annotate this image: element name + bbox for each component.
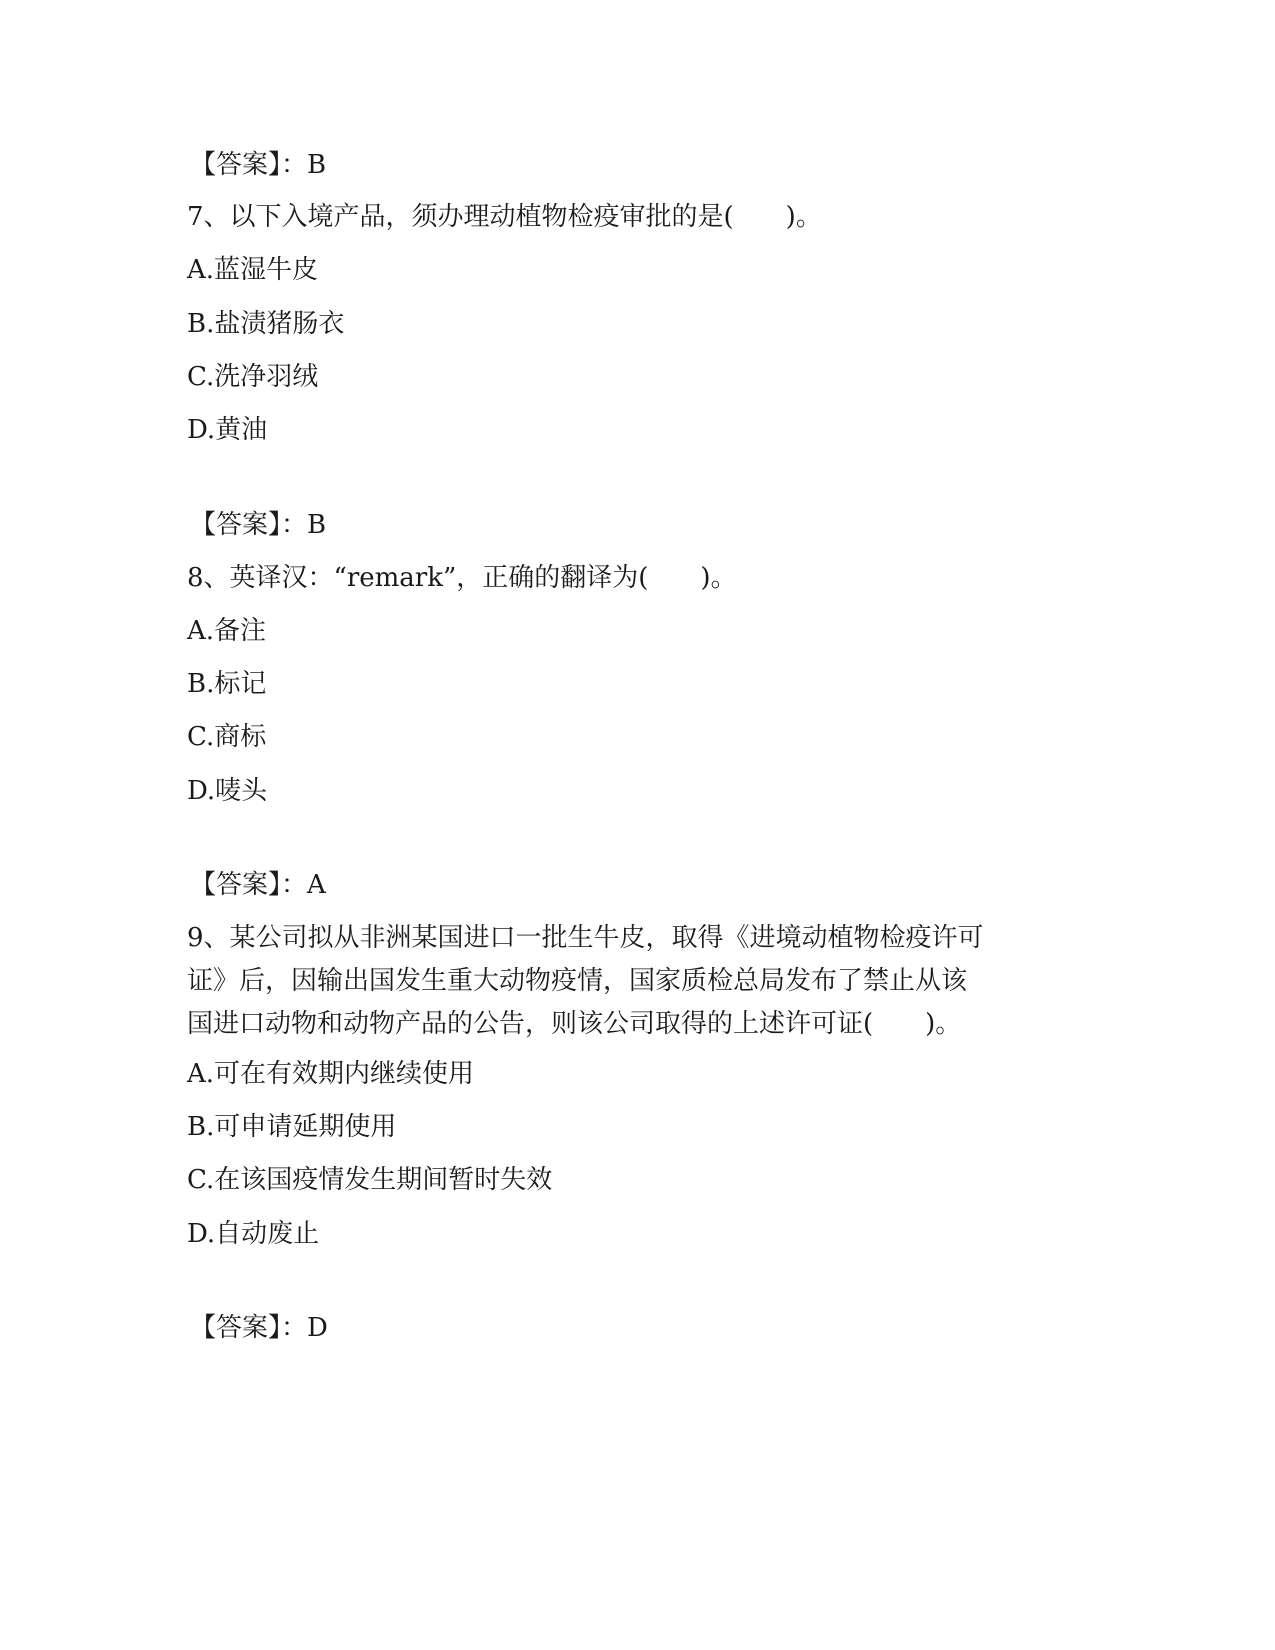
question-9-option-c: C.在该国疫情发生期间暂时失效	[187, 1165, 553, 1195]
question-7-option-c: C.洗净羽绒	[187, 362, 319, 392]
question-9-stem-line-1: 9、某公司拟从非洲某国进口一批生牛皮，取得《进境动植物检疫许可	[187, 923, 984, 953]
question-8-option-c: C.商标	[187, 722, 267, 752]
question-7-option-a: A.蓝湿牛皮	[187, 255, 319, 285]
question-8-answer: 【答案】：A	[190, 870, 326, 900]
question-8-option-d: D.唛头	[187, 776, 268, 806]
question-8-stem: 8、英译汉：“remark”，正确的翻译为( )。	[187, 563, 737, 593]
question-9-answer: 【答案】：D	[190, 1313, 328, 1343]
question-8-option-a: A.备注	[187, 616, 267, 646]
question-7-stem: 7、以下入境产品，须办理动植物检疫审批的是( )。	[187, 202, 822, 232]
question-7-answer: 【答案】：B	[190, 510, 327, 540]
question-9-stem-line-2: 证》后，因输出国发生重大动物疫情，国家质检总局发布了禁止从该	[187, 966, 968, 996]
question-9-stem-line-3: 国进口动物和动物产品的公告，则该公司取得的上述许可证( )。	[187, 1009, 962, 1039]
question-9-option-d: D.自动废止	[187, 1219, 320, 1249]
question-7-option-b: B.盐渍猪肠衣	[187, 309, 345, 339]
question-8-option-b: B.标记	[187, 669, 267, 699]
question-9-option-b: B.可申请延期使用	[187, 1112, 397, 1142]
question-9-option-a: A.可在有效期内继续使用	[187, 1059, 475, 1089]
question-7-option-d: D.黄油	[187, 415, 268, 445]
answer-line: 【答案】：B	[190, 150, 327, 180]
